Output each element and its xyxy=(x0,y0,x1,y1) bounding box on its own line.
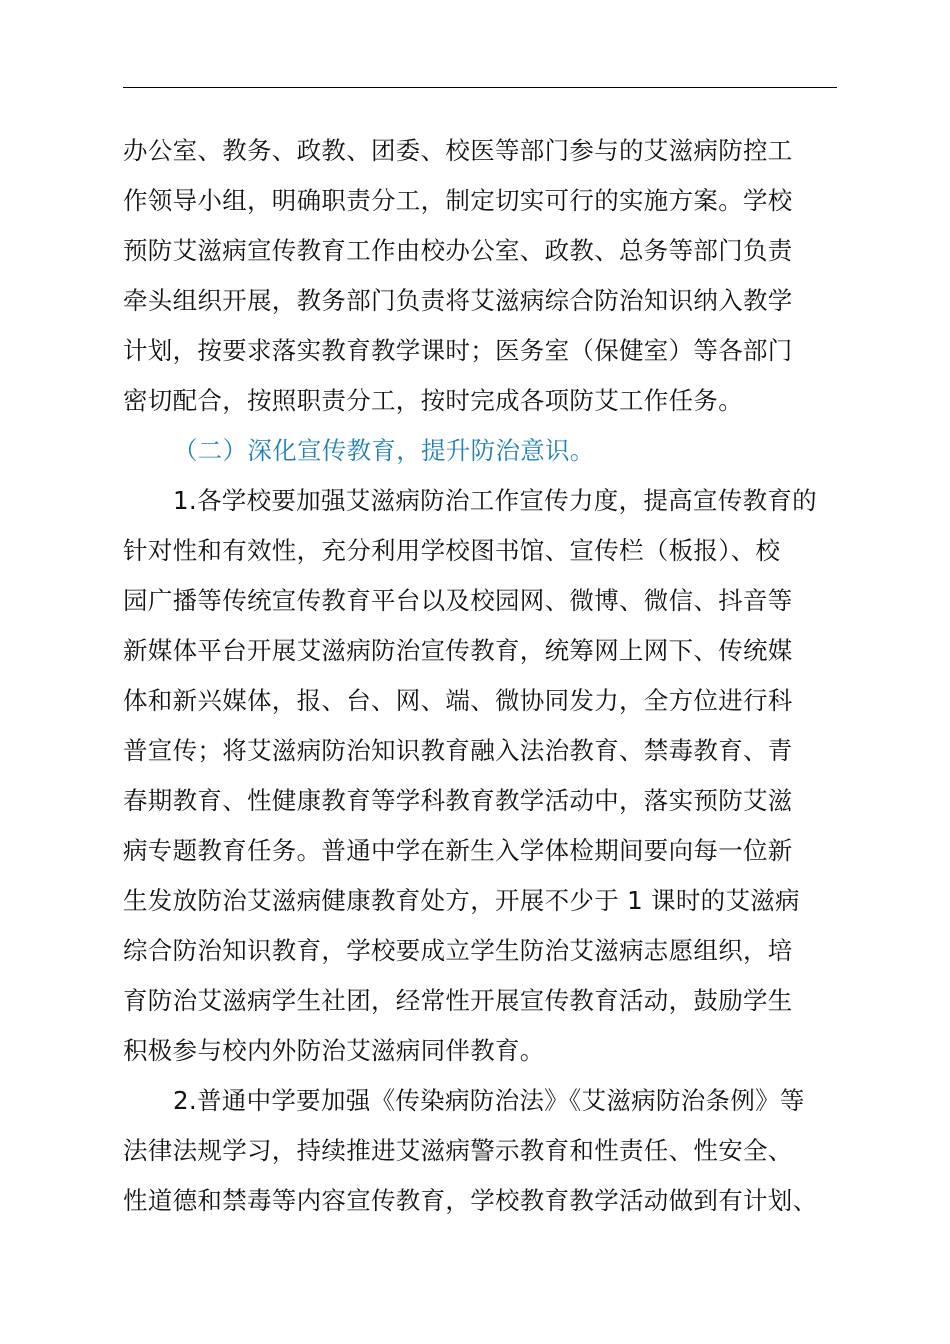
body-line: 计划，按要求落实教育教学课时；医务室（保健室）等各部门 xyxy=(123,336,793,365)
body-line: 性道德和禁毒等内容宣传教育，学校教育教学活动做到有计划、 xyxy=(123,1186,818,1215)
body-line: 密切配合，按照职责分工，按时完成各项防艾工作任务。 xyxy=(123,386,743,415)
body-line: 综合防治知识教育，学校要成立学生防治艾滋病志愿组织，培 xyxy=(123,936,793,965)
body-line: 牵头组织开展，教务部门负责将艾滋病综合防治知识纳入教学 xyxy=(123,286,793,315)
body-line: 育防治艾滋病学生社团，经常性开展宣传教育活动，鼓励学生 xyxy=(123,986,793,1015)
body-line: 病专题教育任务。普通中学在新生入学体检期间要向每一位新 xyxy=(123,836,793,865)
section-heading: （二）深化宣传教育，提升防治意识。 xyxy=(173,436,595,465)
body-line: 办公室、教务、政教、团委、校医等部门参与的艾滋病防控工 xyxy=(123,136,793,165)
body-line: 法律法规学习，持续推进艾滋病警示教育和性责任、性安全、 xyxy=(123,1136,793,1165)
body-line: 园广播等传统宣传教育平台以及校园网、微博、微信、抖音等 xyxy=(123,586,793,615)
body-line: 新媒体平台开展艾滋病防治宣传教育，统筹网上网下、传统媒 xyxy=(123,636,793,665)
body-line: 体和新兴媒体，报、台、网、端、微协同发力，全方位进行科 xyxy=(123,686,793,715)
document-body xyxy=(123,126,843,1226)
body-line: 生发放防治艾滋病健康教育处方，开展不少于 1 课时的艾滋病 xyxy=(123,886,800,915)
body-line: 针对性和有效性，充分利用学校图书馆、宣传栏（板报）、校 xyxy=(123,536,781,565)
paragraph-start: 1.各学校要加强艾滋病防治工作宣传力度，提高宣传教育的 xyxy=(173,486,817,515)
header-rule xyxy=(123,87,837,88)
body-line: 作领导小组，明确职责分工，制定切实可行的实施方案。学校 xyxy=(123,186,793,215)
body-line: 普宣传；将艾滋病防治知识教育融入法治教育、禁毒教育、青 xyxy=(123,736,793,765)
body-line: 春期教育、性健康教育等学科教育教学活动中，落实预防艾滋 xyxy=(123,786,793,815)
body-line: 预防艾滋病宣传教育工作由校办公室、政教、总务等部门负责 xyxy=(123,236,793,265)
body-line: 积极参与校内外防治艾滋病同伴教育。 xyxy=(123,1036,545,1065)
paragraph-start: 2.普通中学要加强《传染病防治法》《艾滋病防治条例》等 xyxy=(173,1086,805,1115)
